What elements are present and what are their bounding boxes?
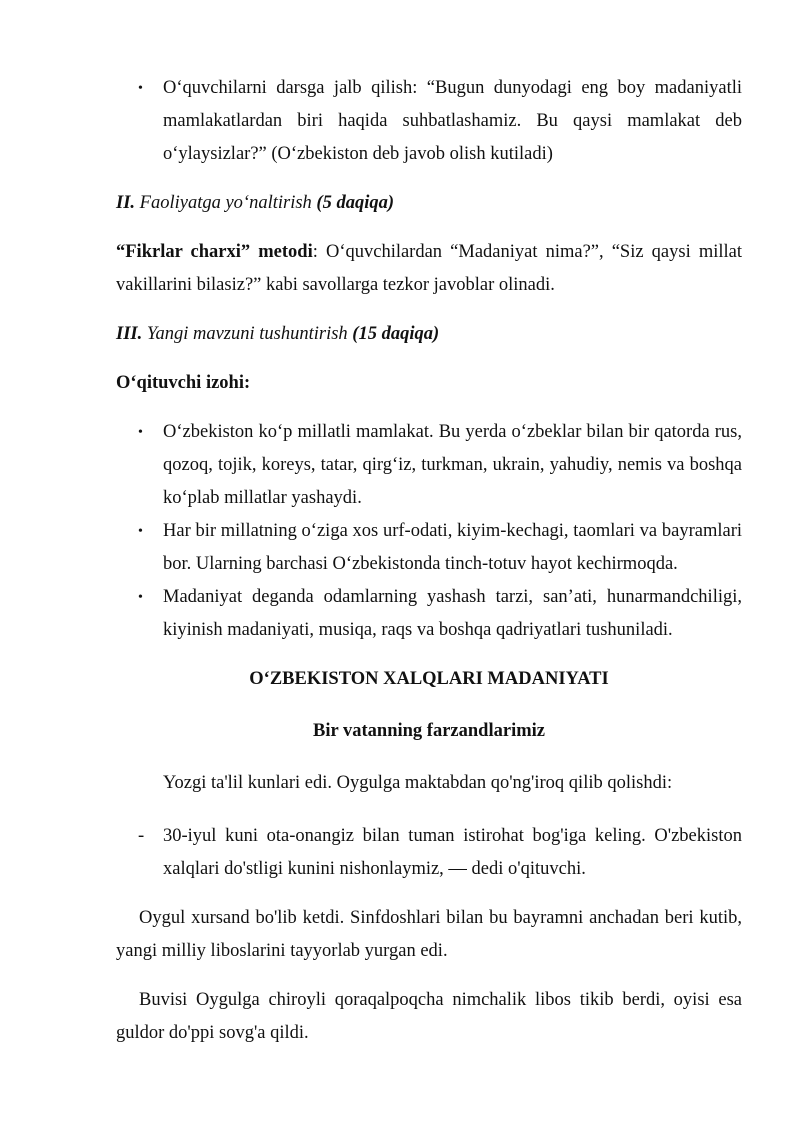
story-paragraph-2: Oygul xursand bo'lib ketdi. Sinfdoshlari bilan bu bayramni anchadan beri kutib, yangi milliy liboslarini tayyorlab yurgan edi. bbox=[116, 908, 742, 961]
teacher-bullets bbox=[116, 416, 742, 647]
section-3-duration: (15 daqiqa) bbox=[352, 324, 440, 344]
list-item bbox=[116, 581, 742, 647]
list-item bbox=[116, 416, 742, 515]
method-text: : O‘quvchilardan “Madaniyat nima?”, “Siz qaysi millat vakillarini bilasiz?” kabi savollarga tezkor javoblar olinadi. bbox=[116, 242, 742, 295]
list-item bbox=[116, 72, 742, 171]
section-3-number: III. bbox=[116, 324, 143, 344]
dialogue-text: 30-iyul kuni ota-onangiz bilan tuman istirohat bog'iga keling. O'zbekiston xalqlari do'stligi kunini nishonlaymiz, — dedi o'qituvchi. bbox=[163, 826, 742, 879]
story-paragraph-3: Buvisi Oygulga chiroyli qoraqalpoqcha nimchalik libos tikib berdi, oyisi esa guldor do'ppi sovg'a qildi. bbox=[116, 990, 742, 1043]
section-3-title: Yangi mavzuni tushuntirish bbox=[146, 324, 348, 344]
list-item bbox=[116, 515, 742, 581]
bullet-icon: • bbox=[138, 81, 143, 96]
intro-list bbox=[116, 72, 742, 171]
intro-bullet-text: O‘quvchilarni darsga jalb qilish: “Bugun dunyodagi eng boy madaniyatli mamlakatlardan biri haqida suhbatlashamiz. Bu qaysi mamlakat deb o‘ylaysizlar?” (O‘zbekiston deb javob olish kutiladi) bbox=[163, 78, 742, 164]
story-paragraph-1: Yozgi ta'lil kunlari edi. Oygulga maktabdan qo'ng'iroq qilib qolishdi: bbox=[163, 773, 673, 793]
bullet-icon: • bbox=[138, 524, 143, 539]
section-2-number: II. bbox=[116, 193, 136, 213]
dialogue-item bbox=[116, 820, 742, 886]
dash-marker: - bbox=[138, 826, 145, 846]
main-heading: O‘ZBEKISTON XALQLARI MADANIYATI bbox=[249, 669, 609, 689]
section-2-title: Faoliyatga yo‘naltirish bbox=[139, 193, 312, 213]
teacher-bullet-text: Madaniyat deganda odamlarning yashash tarzi, san’ati, hunarmandchiligi, kiyinish madaniyati, musiqa, raqs va boshqa qadriyatlari tushuniladi. bbox=[163, 587, 742, 640]
section-2-duration: (5 daqiqa) bbox=[316, 193, 395, 213]
method-paragraph bbox=[116, 236, 742, 302]
bullet-icon: • bbox=[138, 590, 143, 605]
teacher-note-label: O‘qituvchi izohi: bbox=[116, 373, 251, 393]
teacher-bullet-text: Har bir millatning o‘ziga xos urf-odati, kiyim-kechagi, taomlari va bayramlari bor. Ularning barchasi O‘zbekistonda tinch-totuv hayot kechirmoqda. bbox=[163, 521, 742, 574]
teacher-bullet-text: O‘zbekiston ko‘p millatli mamlakat. Bu yerda o‘zbeklar bilan bir qatorda rus, qozoq, tojik, koreys, tatar, qirg‘iz, turkman, ukrain, yahudiy, nemis va boshqa ko‘plab millatlar yashaydi. bbox=[163, 422, 742, 508]
bullet-icon: • bbox=[138, 425, 143, 440]
subheading: Bir vatanning farzandlarimiz bbox=[313, 721, 545, 741]
method-name: “Fikrlar charxi” metodi bbox=[116, 242, 313, 262]
section-2-heading bbox=[116, 187, 742, 220]
page-content bbox=[116, 72, 742, 1050]
section-3-heading bbox=[116, 318, 742, 351]
